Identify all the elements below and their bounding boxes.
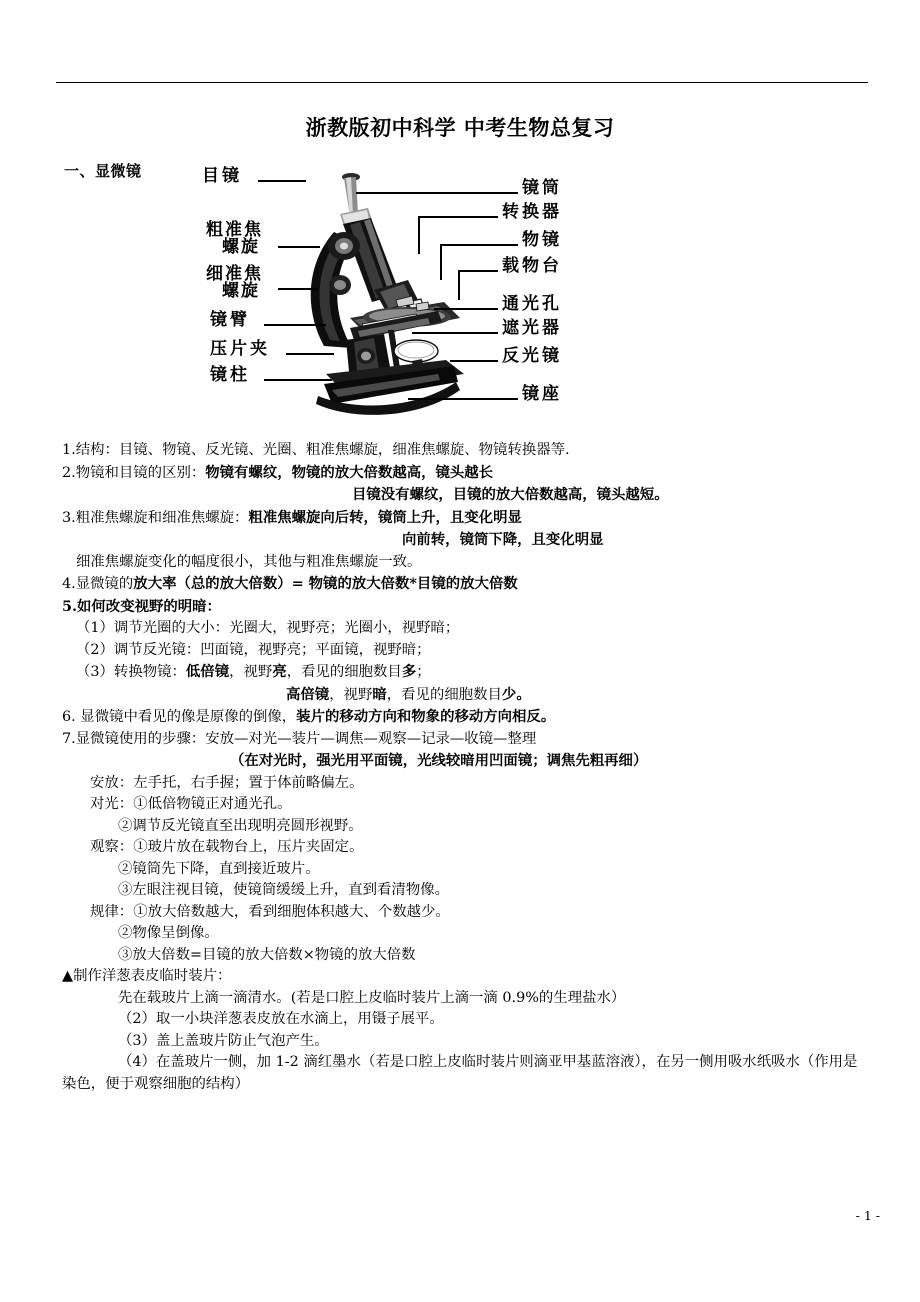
leader-line-revolver-vertical: [418, 216, 420, 254]
figure-label-aperture: 通光孔: [502, 294, 562, 314]
note-item-3-bold: 粗准焦螺旋向后转，镜筒上升，且变化明显: [248, 508, 522, 526]
note-item-7-note: [62, 750, 862, 773]
note-item-3-label: 3.粗准焦螺旋和细准焦螺旋：: [62, 509, 249, 526]
figure-label-diaphragm: 遮光器: [502, 318, 562, 338]
leader-line-fine-focus: [278, 288, 318, 290]
note-item-5-3-end: ；: [416, 664, 431, 680]
note-item-3: [62, 507, 862, 530]
note-item-5-text: 5.如何改变视野的明暗：: [62, 597, 221, 615]
page-title: 浙教版初中科学 中考生物总复习: [305, 116, 615, 140]
figure-label-revolver: 转换器: [502, 202, 562, 222]
note-item-5-3-m1: ，视野: [229, 664, 273, 680]
figure-label-fine-focus-line1: 细准焦: [206, 264, 263, 284]
note-item-3-note: 细准焦螺旋变化的幅度很小，其他与粗准焦螺旋一致。: [76, 553, 422, 570]
slide-step-3: （3）盖上盖玻片防止气泡产生。: [118, 1032, 329, 1049]
note-item-5-3-b3: 多: [401, 663, 417, 680]
step-light-1: ①低倍物镜正对通光孔。: [133, 796, 292, 812]
note-item-5-4-b3: 少。: [501, 685, 531, 703]
leader-line-pillar: [264, 379, 332, 381]
note-item-6: [62, 706, 862, 729]
note-item-7-note-text: （在对光时，强光用平面镜，光线较暗用凹面镜；调焦先粗再细）: [230, 752, 648, 769]
slide-step-4: （4）在盖玻片一侧，加 1-2 滴红墨水（若是口腔上皮临时装片则滴亚甲基蓝溶液），在另一侧用吸水纸吸水（作用是染色，便于观察细胞的结构）: [62, 1054, 858, 1092]
step-rule: [62, 902, 862, 924]
leader-line-stage: [458, 270, 498, 272]
step-light-2: ②调节反光镜直至出现明亮圆形视野。: [118, 817, 363, 834]
note-item-5-3-m2: ，看见的细胞数目: [286, 664, 402, 680]
note-item-6-plain: 6. 显微镜中看见的像是原像的倒像，: [62, 709, 297, 725]
note-item-5-4-b2: 暗: [372, 685, 387, 703]
step-observe: [62, 837, 862, 859]
slide-heading: ▲制作洋葱表皮临时装片：: [62, 968, 232, 984]
figure-label-tube: 镜筒: [522, 178, 562, 198]
microscope-figure: [196, 164, 626, 420]
figure-label-eyepiece: 目镜: [202, 166, 242, 186]
note-item-4: [62, 573, 862, 596]
note-item-5-3-b1: 低倍镜: [185, 663, 230, 680]
step-rule-3: ③放大倍数=目镜的放大倍数×物镜的放大倍数: [118, 946, 416, 963]
note-item-5-4-m2: ，看见的细胞数目: [386, 686, 502, 703]
step-light-label: 对光：: [90, 796, 134, 812]
note-item-4-bold: 放大率（总的放大倍数）= 物镜的放大倍数*目镜的放大倍数: [133, 575, 518, 592]
note-item-5-4-b1: 高倍镜: [286, 685, 330, 703]
figure-label-mirror: 反光镜: [502, 346, 562, 366]
leader-line-stage-clip: [286, 353, 334, 355]
note-item-5-1: （1）调节光圈的大小：光圈大，视野亮；光圈小，视野暗；: [76, 620, 460, 636]
note-item-5-4: [62, 684, 862, 707]
leader-line-diaphragm: [412, 332, 498, 334]
figure-label-fine-focus: [206, 266, 263, 301]
note-item-5-4-m1: ，视野: [329, 686, 373, 703]
page-number: - 1 -: [855, 1208, 880, 1223]
step-rule-2: ②物像呈倒像。: [118, 925, 219, 941]
leader-line-eyepiece: [258, 180, 306, 182]
step-observe-1: ①玻片放在载物台上，压片夹固定。: [133, 839, 364, 855]
figure-label-coarse-focus-line1: 粗准焦: [206, 220, 263, 240]
step-rule-1: ①放大倍数越大，看到细胞体积越大、个数越少。: [133, 903, 450, 920]
note-item-3-bold2: 向前转，镜筒下降，且变化明显: [402, 531, 604, 548]
section-heading-microscope: 一、显微镜: [64, 162, 142, 180]
figure-label-arm: 镜臂: [210, 310, 250, 330]
note-item-5-3-pre: （3）转换物镜：: [76, 664, 186, 680]
note-item-3-line2: [62, 529, 862, 552]
leader-line-arm: [264, 324, 326, 326]
figure-label-stage: 载物台: [502, 256, 562, 276]
step-observe-2: ②镜筒先下降，直到接近玻片。: [118, 860, 320, 877]
leader-line-mirror: [450, 360, 498, 362]
leader-line-base: [408, 398, 518, 400]
step-observe-3: ③左眼注视目镜，使镜筒缓缓上升，直到看清物像。: [118, 882, 449, 898]
step-place-label: 安放：: [90, 774, 134, 791]
step-light: [62, 794, 862, 816]
step-observe-label: 观察：: [90, 839, 134, 855]
figure-label-fine-focus-line2: 螺旋: [222, 281, 260, 302]
note-item-1: 1.结构：目镜、物镜、反光镜、光圈、粗准焦螺旋，细准焦螺旋、物镜转换器等.: [62, 442, 570, 458]
leader-line-objective-vertical: [440, 244, 442, 280]
leader-line-coarse-focus: [278, 246, 320, 248]
note-item-2-bold2: 目镜没有螺纹，目镜的放大倍数越高，镜头越短。: [352, 486, 669, 503]
slide-step-2: （2）取一小块洋葱表皮放在水滴上，用镊子展平。: [118, 1011, 444, 1027]
step-rule-label: 规律：: [90, 903, 134, 920]
note-item-2: [62, 462, 862, 485]
slide-step-1: 先在载玻片上滴一滴清水。(若是口腔上皮临时装片上滴一滴 0.9%的生理盐水）: [118, 989, 626, 1006]
figure-label-coarse-focus-line2: 螺旋: [222, 237, 260, 258]
figure-label-stage-clip: 压片夹: [210, 339, 270, 359]
note-item-2-line2: [62, 484, 862, 507]
note-item-5-2: （2）调节反光镜：凹面镜，视野亮；平面镜，视野暗；: [76, 641, 431, 658]
step-place-text: 左手托，右手握；置于体前略偏左。: [133, 774, 364, 791]
header-divider: [56, 82, 868, 83]
figure-label-base: 镜座: [522, 384, 562, 404]
step-place: [62, 773, 862, 795]
note-item-6-bold: 装片的移动方向和物象的移动方向相反。: [296, 708, 556, 725]
note-item-5-3-b2: 亮: [272, 663, 287, 680]
figure-label-objective: 物镜: [522, 230, 562, 250]
leader-line-aperture: [434, 308, 498, 310]
note-item-5: [62, 596, 862, 619]
note-item-2-bold: 物镜有螺纹，物镜的放大倍数越高，镜头越长: [205, 463, 494, 481]
notes-body: [62, 440, 862, 1095]
leader-line-tube: [356, 192, 518, 194]
figure-label-pillar: 镜柱: [210, 365, 250, 385]
leader-line-revolver: [418, 216, 498, 218]
note-item-4-label: 4.显微镜的: [62, 576, 134, 592]
note-item-5-3: [62, 661, 862, 684]
note-item-2-label: 2.物镜和目镜的区别：: [62, 464, 206, 481]
note-item-7: 7.显微镜使用的步骤：安放—对光—装片—调焦—观察—记录—收镜—整理: [62, 730, 537, 747]
figure-label-coarse-focus: [206, 222, 263, 257]
leader-line-objective: [440, 244, 518, 246]
leader-line-stage-vertical: [458, 270, 460, 300]
